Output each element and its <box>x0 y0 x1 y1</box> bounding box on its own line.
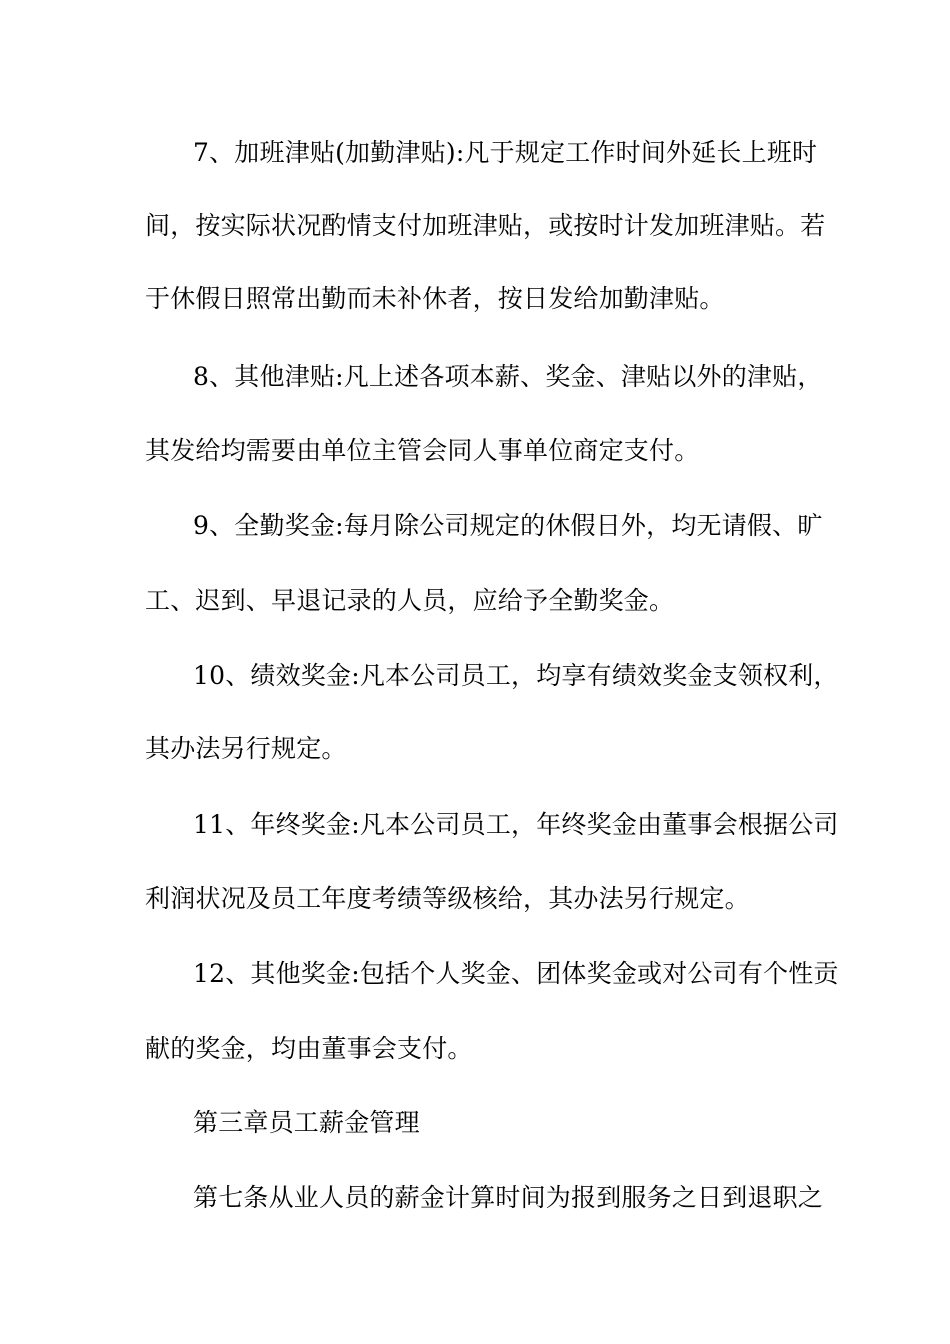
paragraph-10-line-1: 10、绩效奖金:凡本公司员工，均享有绩效奖金支领权利， <box>193 661 839 690</box>
paragraph-10-line-2: 其办法另行规定。 <box>145 734 347 763</box>
paragraph-12-line-1: 12、其他奖金:包括个人奖金、团体奖金或对公司有个性贡 <box>193 959 839 988</box>
chapter-heading: 第三章员工薪金管理 <box>193 1108 420 1137</box>
paragraph-9-line-1: 9、全勤奖金:每月除公司规定的休假日外，均无请假、旷 <box>193 511 823 540</box>
paragraph-7-line-3: 于休假日照常出勤而未补休者，按日发给加勤津贴。 <box>145 284 725 313</box>
paragraph-7-line-1: 7、加班津贴(加勤津贴):凡于规定工作时间外延长上班时 <box>193 138 818 167</box>
paragraph-8-line-2: 其发给均需要由单位主管会同人事单位商定支付。 <box>145 436 700 465</box>
paragraph-9-line-2: 工、迟到、早退记录的人员，应给予全勤奖金。 <box>145 586 675 615</box>
paragraph-11-line-2: 利润状况及员工年度考绩等级核给，其办法另行规定。 <box>145 884 750 913</box>
article-7-line-1: 第七条从业人员的薪金计算时间为报到服务之日到退职之 <box>193 1183 824 1212</box>
paragraph-8-line-1: 8、其他津贴:凡上述各项本薪、奖金、津贴以外的津贴， <box>193 362 823 391</box>
paragraph-11-line-1: 11、年终奖金:凡本公司员工，年终奖金由董事会根据公司 <box>193 810 839 839</box>
paragraph-12-line-2: 献的奖金，均由董事会支付。 <box>145 1034 473 1063</box>
paragraph-7-line-2: 间，按实际状况酌情支付加班津贴，或按时计发加班津贴。若 <box>145 211 826 240</box>
